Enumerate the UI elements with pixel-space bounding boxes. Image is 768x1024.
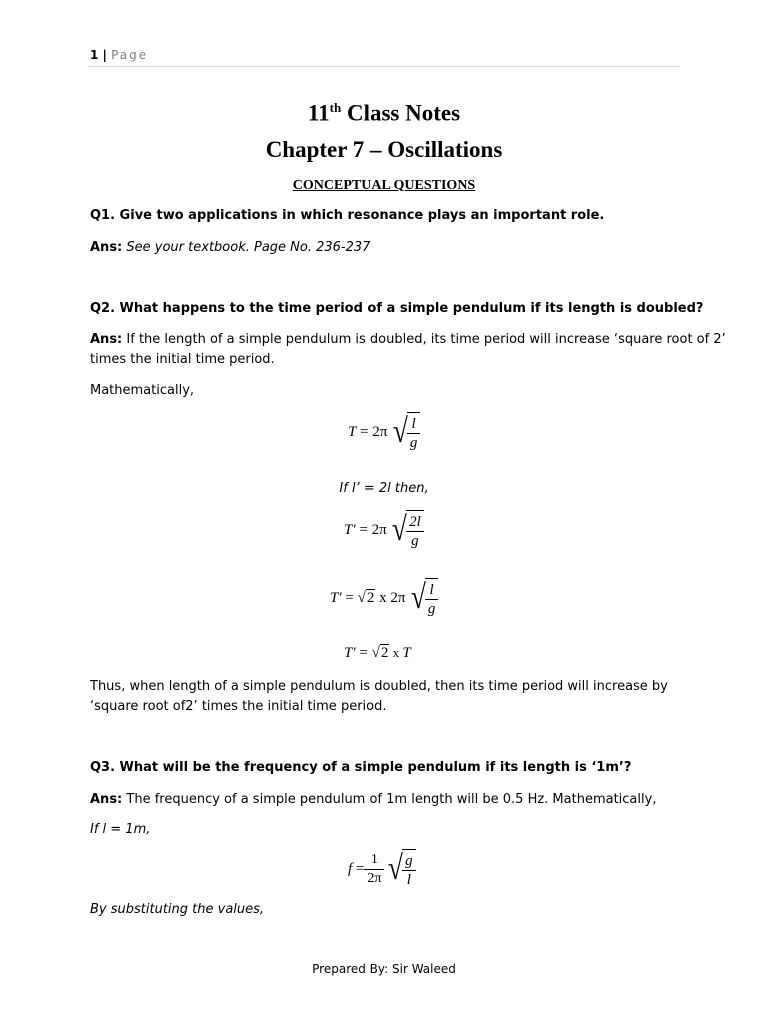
class-title-rest: Class Notes — [341, 100, 461, 126]
section-title-text: CONCEPTUAL QUESTIONS — [292, 178, 476, 193]
q1-ans-text: See your textbook. Page No. 236-237 — [126, 240, 371, 255]
eq1-twopi: 2π — [372, 423, 388, 440]
eq2-den: g — [411, 533, 419, 549]
q1-ans-label: Ans: — [90, 240, 123, 255]
q2-question: Q2. What happens to the time period of a simple pendulum if its length is doubled? — [90, 301, 704, 316]
q2-conclusion-line2: ‘square root of2’ times the initial time period. — [90, 699, 387, 714]
q3-question: Q3. What will be the frequency of a simple pendulum if its length is ‘1m’? — [90, 760, 632, 775]
eq3-twopi: 2π — [390, 589, 406, 606]
eq4-T: T — [402, 645, 411, 661]
page-word: Page — [111, 48, 149, 62]
q3-if-text-value: If l = 1m, — [90, 822, 151, 837]
q3-answer — [90, 790, 656, 810]
q2-if-text — [0, 479, 768, 499]
eq3-sqrt2-value: 2 — [366, 589, 375, 606]
section-title — [0, 176, 768, 196]
eq5-equals: = — [352, 860, 365, 877]
q2-answer-line2: times the initial time period. — [90, 352, 275, 367]
eq4-times: x — [389, 645, 403, 660]
page-header — [90, 46, 148, 64]
q2-math-intro: Mathematically, — [90, 383, 195, 398]
q3-if-text — [90, 820, 150, 840]
eq1-equals: = — [356, 423, 373, 440]
eq4-sqrt2-value: 2 — [380, 645, 389, 661]
eq5-num: 1 — [364, 851, 384, 870]
page-separator: | — [98, 48, 112, 62]
eq5-radical: √ — [388, 850, 404, 887]
q2-answer-line1 — [90, 330, 726, 350]
eq5-f: f — [348, 860, 353, 877]
eq3-Tprime: T′ — [330, 589, 342, 606]
header-rule — [88, 66, 680, 67]
eq2-Tprime: T′ — [344, 521, 356, 538]
eq3-num: l — [425, 581, 439, 600]
eq3-den: g — [427, 601, 436, 617]
equation-sqrt2-expanded — [330, 578, 438, 618]
eq3-equals: = — [341, 589, 358, 606]
equation-period — [348, 412, 420, 452]
eq1-num: l — [407, 415, 421, 434]
class-number: 11 — [307, 100, 330, 126]
q2-conclusion-line1: Thus, when length of a simple pendulum is doubled, then its time period will increase by — [90, 679, 668, 694]
q3-ans-label: Ans: — [90, 792, 123, 807]
eq2-radical: √ — [392, 511, 408, 548]
eq5-sqrt-den: l — [406, 872, 411, 888]
q2-ans-label: Ans: — [90, 332, 123, 347]
footer: Prepared By: Sir Waleed — [312, 962, 456, 976]
q2-if-text-value: If l’ = 2l then, — [339, 481, 429, 496]
equation-new-period — [344, 510, 424, 550]
eq5-den: 2π — [367, 870, 382, 886]
eq2-twopi: 2π — [371, 521, 387, 538]
eq3-sqrt2: √2 — [357, 589, 375, 606]
q3-ans-text: The frequency of a simple pendulum of 1m length will be 0.5 Hz. Mathematically, — [122, 792, 657, 807]
eq2-num: 2l — [406, 513, 424, 532]
equation-frequency — [348, 849, 416, 889]
class-suffix: th — [329, 100, 342, 115]
q3-substituting — [90, 900, 264, 920]
eq1-T: T — [348, 423, 357, 440]
eq4-sqrt2: √2 — [371, 645, 389, 661]
equation-sqrt2-result — [344, 645, 411, 662]
page-number: 1 — [90, 48, 99, 62]
eq4-Tprime: T′ — [344, 645, 356, 661]
eq5-sqrt-num: g — [402, 852, 416, 871]
chapter-title: Chapter 7 – Oscillations — [265, 137, 503, 162]
q1-answer — [90, 238, 370, 258]
q2-ans-line1-text: If the length of a simple pendulum is doubled, its time period will increase ‘square root of 2’ — [122, 332, 726, 347]
eq3-radical: √ — [411, 579, 426, 616]
q1-question: Q1. Give two applications in which resonance plays an important role. — [90, 208, 605, 223]
eq1-radical: √ — [393, 413, 408, 450]
eq3-times: x — [375, 589, 391, 606]
eq4-equals: = — [355, 645, 372, 661]
eq1-den: g — [409, 435, 418, 451]
q3-substituting-text: By substituting the values, — [90, 902, 265, 917]
eq2-equals: = — [355, 521, 372, 538]
class-title — [0, 94, 768, 128]
